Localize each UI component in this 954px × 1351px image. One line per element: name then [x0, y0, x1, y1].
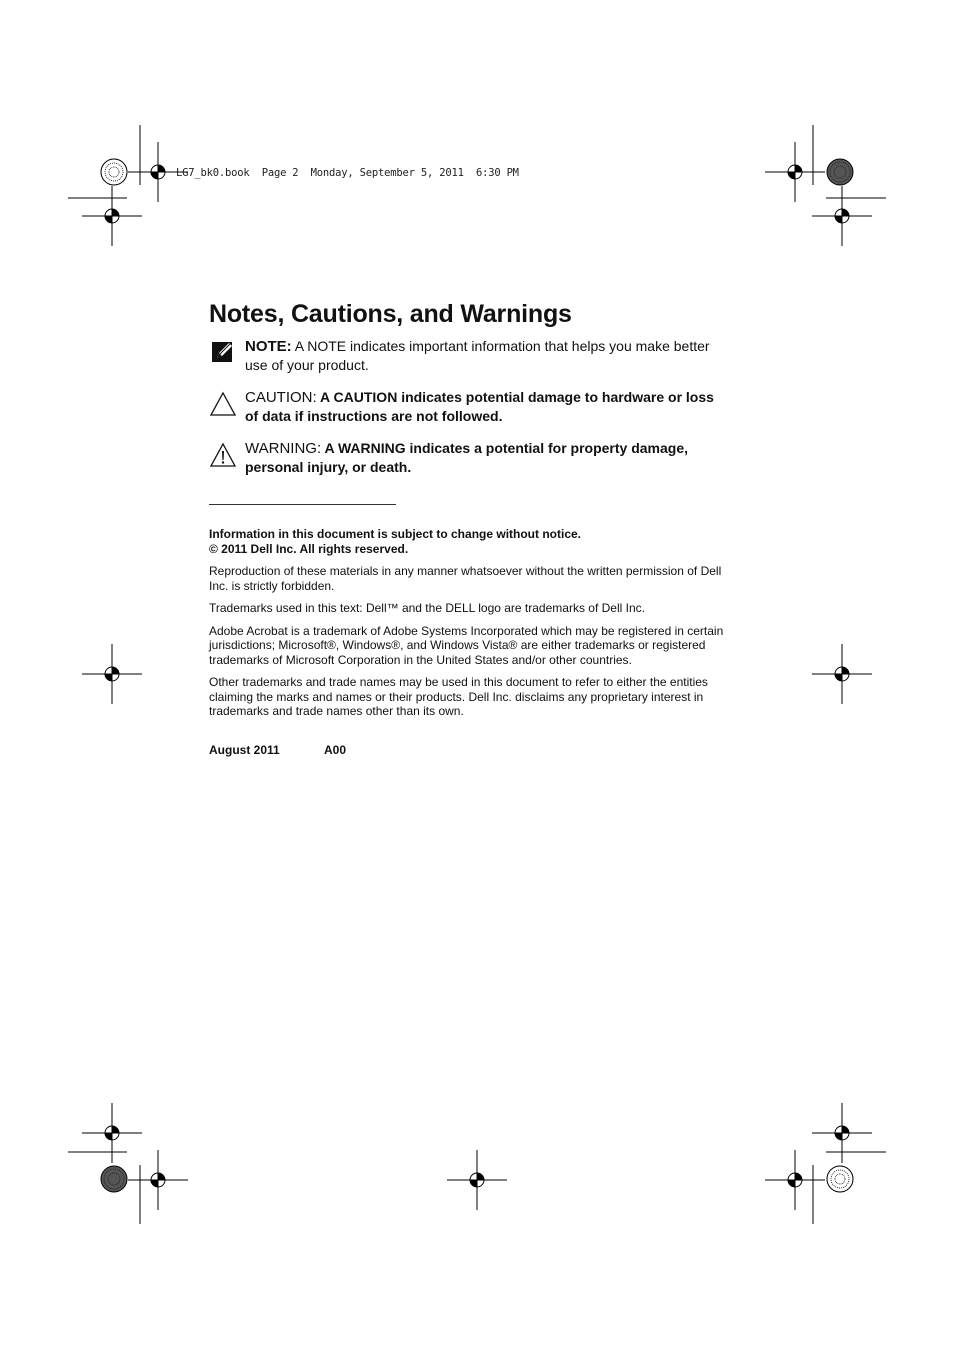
- print-slug-line: LG7_bk0.book Page 2 Monday, September 5, 2011 6:30 PM: [176, 167, 519, 179]
- page-title: Notes, Cautions, and Warnings: [209, 300, 572, 328]
- warning-body: A WARNING indicates a potential for property damage, personal injury, or death.: [245, 440, 689, 475]
- change-notice-line: Information in this document is subject to change without notice.: [209, 527, 582, 541]
- warning-text: [245, 439, 729, 476]
- caution-text: [245, 388, 729, 425]
- note-text: [245, 337, 729, 374]
- legal-section: [209, 527, 729, 719]
- note-body: A NOTE indicates important information that helps you make better use of your product.: [245, 338, 710, 373]
- other-trademarks-paragraph: Other trademarks and trade names may be used in this document to refer to either the entities claiming the marks and names or their products. Dell Inc. disclaims any proprietary interest in trademarks and trade names other than its own.: [209, 675, 708, 718]
- warning-triangle-icon: [209, 440, 241, 470]
- copyright-line: © 2011 Dell Inc. All rights reserved.: [209, 541, 409, 556]
- caution-body: A CAUTION indicates potential damage to hardware or loss of data if instructions are not followed.: [245, 389, 714, 424]
- revision-footer: [209, 743, 729, 757]
- warning-label: WARNING:: [245, 440, 322, 457]
- note-label: NOTE:: [245, 338, 292, 355]
- reproduction-paragraph: Reproduction of these materials in any manner whatsoever without the written permission of Dell Inc. is strictly forbidden.: [209, 564, 722, 593]
- caution-label: CAUTION:: [245, 389, 317, 406]
- caution-block: [209, 388, 729, 425]
- trademarks-paragraph: Trademarks used in this text: Dell™ and the DELL logo are trademarks of Dell Inc.: [209, 601, 645, 615]
- caution-triangle-icon: [209, 389, 241, 419]
- separator-rule: [209, 504, 396, 505]
- notices-page: [209, 300, 729, 757]
- change-notice: [209, 527, 729, 556]
- revision-code: A00: [324, 742, 347, 757]
- warning-block: [209, 439, 729, 476]
- publication-date: August 2011: [209, 742, 280, 757]
- adobe-microsoft-paragraph: Adobe Acrobat is a trademark of Adobe Systems Incorporated which may be registered in certain jurisdictions; Microsoft®, Windows®, and Windows Vista® are either trademarks or registered trademarks of Microsoft Corporation in the United States and/or other countries.: [209, 623, 724, 667]
- pencil-note-icon: [209, 338, 241, 368]
- note-block: [209, 337, 729, 374]
